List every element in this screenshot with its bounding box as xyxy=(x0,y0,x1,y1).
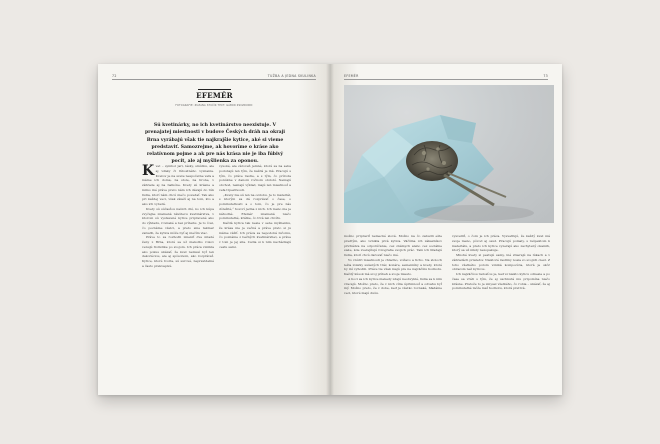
running-head-right: EFEMÉR xyxy=(344,74,359,78)
right-body-column-1 xyxy=(344,234,442,384)
article-lede: Sú kvetinárky, no ich kvetinárstvo neexistuje. V prenajatej miestnosti v budove Českých dráh na okraji Brna vyrábajú však tie najkrajšie kytice, aké si vieme predstaviť. Samozrejme, ak hovoríme o kráse ako relatívnom pojme a ak pre nás krása nie je iba ľúbivý pocit, ale aj myšlienka za oponou. xyxy=(144,123,286,165)
bouquet-illustration xyxy=(344,85,554,223)
magazine-spread xyxy=(98,64,562,395)
body-paragraph: Ich najväčšou radosťou je, keď si niekto kyticu odnesie a po čase sa vráti s tým, že aj uschnutá mu pripomína niečo krásne. Pretože to je zmysel všetkého, čo robia – ukázať, že aj pominuteľné môže mať hodnotu, ktorá pretrvá. xyxy=(452,272,550,291)
article-credits: FOTOGRAFIE: ZUZANA STUČÍK TEXT: GÁBOR ZSIGMONDI xyxy=(175,104,253,107)
running-head-left: TUŽBA A JEDNA SKULINKA xyxy=(267,74,316,78)
body-column-2 xyxy=(219,164,291,340)
body-paragraph: vysoké, ale zároveň jemné, ktoré sa na seba podobajú len tým, že každá je iná. Pracujú s tým, čo práve rastie, a s tým, čo príroda ponúkne v danom ročnom období. Nemajú obchod, nemajú výklad, majú len miestnosť a veľa trpezlivosti. xyxy=(219,164,291,192)
drop-cap: K xyxy=(142,164,155,179)
body-paragraph: „Kvety nie sú len na ozdobu. Je to materiál, s ktorým sa dá rozprávať o čase, o pominuteľnosti a o tom, čo je pre nás dôležité,“ hovorí jedna z nich. Ich meno nie je náhodné. Efemér znamená niečo pominuteľné, krátke, čo trvá len chvíľu. xyxy=(219,192,291,221)
article-title: EFEMÉR xyxy=(196,91,233,100)
body-paragraph: možno pripraviť nemecké slová. Možno na čo zabudli ešte predtým, ako vznikla prvá kytica. Väčšina ich zákazníkov prichádza na odporúčanie, cez známych alebo cez sociálne siete, kde zverejňujú fotografie svojich prác. Tam ich hľadajú ľudia, ktorí chcú darovať niečo iné. xyxy=(344,234,442,257)
body-paragraph: vet – symbol jari, lásky, smútku, ale aj vďaky či ľúbostného vyznania. Kvetov je na svete nespočetne veľa a máme ich doma, na stole, na hrobe, v záhrade aj na balkóne. Kvety sú krásne a mimo iné práve preto nám ich dávajú do rúk ľudia, ktorí nám chcú niečo povedať. Tak ako pri každej veci, však záleží aj na tom, kto a ako ich vyberá. xyxy=(142,164,214,206)
body-paragraph: Kvety sú súčasťou našich dní, no ich kúpa zvyčajne znamená návštevu kvetinárstva, v ktorom sú vystavené kytice pripravené ako do výkladu, rovnaké a bez príbehu. Je to čosi, čo poznáme všetci, a preto sme takmer zabudli, že kytica môže byť aj niečím viac. xyxy=(142,206,214,235)
page-number-left: 72 xyxy=(112,74,117,78)
page-number-right: 73 xyxy=(543,74,548,78)
header-rule-left xyxy=(112,79,316,80)
right-page xyxy=(330,64,562,395)
body-paragraph: Práve to sa rozhodli zmeniť dve mladé ženy z Brna, ktoré sa už niekoľko rokov venujú floristike po svojom. Ich práca vznikla ako pokus ukázať, že kvet nemusí byť len dekoráciou, ale aj spôsobom, ako rozprávať. Kytice, ktoré tvoria, sú surové, nepravidelné a často prekvapivé. xyxy=(142,235,214,268)
body-paragraph: A hoci sa ich kytice niekedy zdajú neobvyklé, ľudia sa k nim vracajú. Možno preto, že v nich cítia úprimnosť a odvahu byť iný. Možno preto, že v dobe, keď je všetko rovnaké, hľadáme veci, ktoré majú dušu. xyxy=(344,276,442,295)
body-paragraph: Mnohé kvety si pestujú samy, iné zbierajú na lúkach a v záhradách priateľov. Niektoré rastliny nosia zo svojich ciest. Z toho všetkého potom vzniká kompozícia, ktorá je skôr obrazom než kyticou. xyxy=(452,253,550,272)
left-page xyxy=(98,64,330,395)
bouquet-photo xyxy=(344,85,554,223)
right-body-column-2 xyxy=(452,234,550,384)
body-paragraph: Každá kytica tak nesie v sebe myšlienku, že krása nie je večná a práve preto si ju máme vážiť. Ich práca sa nepodobá ničomu, čo poznáme z bežných kvetinárstiev, a práve v tom je jej sila. Ľudia si k nim nachádzajú cestu sami. xyxy=(219,221,291,249)
body-column-1 xyxy=(142,164,214,340)
title-box xyxy=(198,89,231,102)
body-paragraph: Vo vnútri miestnosti je chladno, voňavo a ticho. Na stoloch ležia zväzky sušených tráv, konáre, semenníky a kvety, ktoré by iní vyhodili. Práve tie však majú pre ne najväčšiu hodnotu. Každý kúsok má svoj príbeh a svoje miesto. xyxy=(344,257,442,276)
body-paragraph: vysvetliť, o čom je ich práca. Vysvetľujú, že každý kvet má svoje meno, pôvod aj osud. Pracujú pomaly, s rešpektom k materiálu, a preto ich kytice vyzerajú ako zachytený okamih, ktorý sa už nikdy nezopakuje. xyxy=(452,234,550,253)
header-rule-right xyxy=(344,79,548,80)
